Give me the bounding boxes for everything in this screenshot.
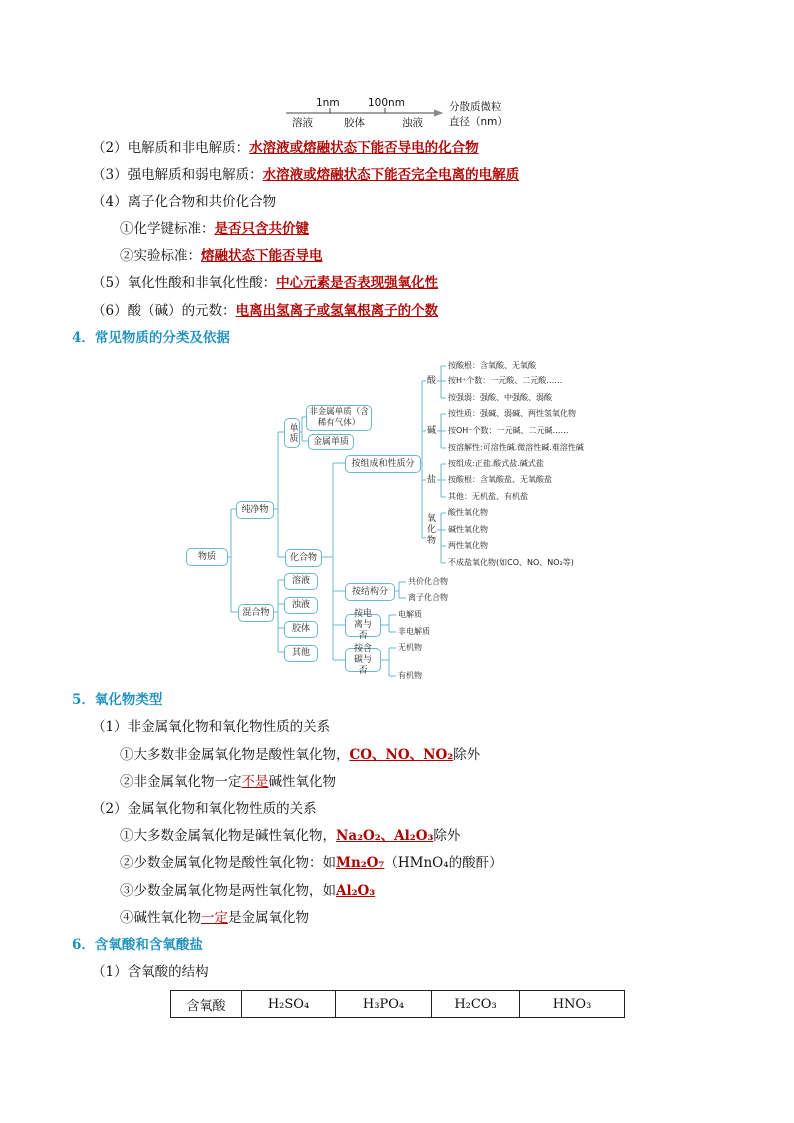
node-by-carbon: 按含碳与否 (345, 648, 381, 672)
label-oxide: 氧化物 (426, 514, 436, 546)
base-item: 按OH⁻个数：一元碱、二元碱…… (448, 426, 569, 435)
section-6-heading: 6．含氧酸和含氧酸盐 (72, 937, 203, 953)
node-other: 其他 (284, 645, 318, 662)
line-nonmetal-oxide: （1）非金属氧化物和氧化物性质的关系 (92, 719, 331, 735)
acid-item: 按酸根：含氧酸、无氧酸 (448, 361, 536, 370)
line-metal-oxide-1: ①大多数金属氧化物是碱性氧化物，Na₂O₂、Al₂O₃除外 (120, 828, 461, 844)
oxide-item: 酸性氧化物 (448, 508, 488, 517)
table-cell: H₂CO₃ (432, 991, 520, 1018)
scale-tick-100nm: 100nm (368, 97, 405, 109)
line-metal-oxide-3: ③少数金属氧化物是两性氧化物，如Al₂O₃ (120, 883, 376, 899)
node-element: 单质 (284, 418, 300, 448)
node-matter: 物质 (186, 548, 228, 566)
line-oxidizing-acid: （5）氧化性酸和非氧化性酸：中心元素是否表现强氧化性 (92, 275, 439, 291)
node-mixture: 混合物 (238, 604, 274, 622)
label-base: 碱 (426, 426, 436, 436)
table-row (171, 991, 625, 1018)
carbon-item: 无机物 (398, 643, 422, 652)
acid-item: 按强弱：强酸、中强酸、弱酸 (448, 393, 552, 402)
struct-item: 离子化合物 (408, 593, 448, 602)
ion-item: 电解质 (398, 610, 422, 619)
acid-item: 按H⁺个数：一元酸、二元酸…… (448, 376, 563, 385)
node-solution: 溶液 (284, 573, 318, 590)
node-compound: 化合物 (285, 549, 322, 567)
oxide-item: 不成盐氧化物(如CO、NO、NO₂等) (448, 558, 574, 567)
carbon-item: 有机物 (398, 671, 422, 680)
scale-axis-label: 分散质微粒 (449, 101, 502, 113)
line-metal-oxide-2: ②少数金属氧化物是酸性氧化物：如Mn₂O₇（HMnO₄的酸酐） (120, 855, 503, 871)
section-5-heading: 5．氧化物类型 (72, 692, 163, 708)
base-item: 按溶解性:可溶性碱.微溶性碱.难溶性碱 (448, 443, 584, 452)
label-acid: 酸 (426, 376, 436, 386)
oxide-item: 碱性氧化物 (448, 525, 488, 534)
table-cell: HNO₃ (520, 991, 625, 1018)
node-metal: 金属单质 (308, 434, 354, 450)
line-nonmetal-oxide-2: ②非金属氧化物一定不是碱性氧化物 (120, 774, 336, 790)
line-nonmetal-oxide-1: ①大多数非金属氧化物是酸性氧化物，CO、NO、NO₂除外 (120, 747, 481, 763)
oxide-item: 两性氧化物 (448, 541, 488, 550)
table-cell: H₂SO₄ (242, 991, 336, 1018)
node-colloid: 胶体 (284, 621, 318, 638)
node-by-ionization: 按电离与否 (345, 614, 381, 637)
ion-item: 非电解质 (398, 627, 430, 636)
salt-item: 按酸根：含氧酸盐、无氧酸盐 (448, 475, 552, 484)
line-oxyacid-structure: （1）含氧酸的结构 (92, 964, 209, 980)
line-strong-electrolyte: （3）强电解质和弱电解质：水溶液或熔融状态下能否完全电离的电解质 (92, 167, 520, 183)
scale-colloid: 胶体 (344, 117, 365, 129)
base-item: 按性质：强碱、弱碱、两性氢氧化物 (448, 409, 576, 418)
line-ionic-covalent: （4）离子化合物和共价化合物 (92, 194, 277, 210)
line-bond-criterion: ①化学键标准：是否只含共价键 (120, 221, 309, 237)
line-experiment-criterion: ②实验标准：熔融状态下能否导电 (120, 248, 323, 264)
line-acid-basicity: （6）酸（碱）的元数：电离出氢离子或氢氧根离子的个数 (92, 303, 439, 319)
oxyacid-table (170, 990, 625, 1018)
line-metal-oxide: （2）金属氧化物和氧化物性质的关系 (92, 801, 317, 817)
node-by-structure: 按结构分 (345, 583, 395, 601)
salt-item: 其他：无机盐、有机盐 (448, 492, 528, 501)
table-cell: H₃PO₄ (336, 991, 432, 1018)
scale-solution: 溶液 (292, 117, 313, 129)
line-metal-oxide-4: ④碱性氧化物一定是金属氧化物 (120, 910, 309, 926)
scale-axis-unit: 直径（nm） (449, 116, 508, 128)
node-nonmetal: 非金属单质（含稀有气体） (306, 405, 372, 431)
struct-item: 共价化合物 (408, 577, 448, 586)
node-by-composition: 按组成和性质分 (345, 455, 421, 473)
section-4-heading: 4．常见物质的分类及依据 (72, 330, 230, 346)
salt-item: 按组成:正盐.酸式盐.碱式盐 (448, 459, 544, 468)
node-pure: 纯净物 (236, 501, 274, 519)
node-suspension: 浊液 (284, 597, 318, 614)
line-electrolyte: （2）电解质和非电解质：水溶液或熔融状态下能否导电的化合物 (92, 140, 479, 156)
scale-suspension: 浊液 (402, 117, 423, 129)
scale-tick-1nm: 1nm (316, 97, 340, 109)
table-cell: 含氧酸 (171, 991, 242, 1018)
label-salt: 盐 (426, 475, 436, 485)
